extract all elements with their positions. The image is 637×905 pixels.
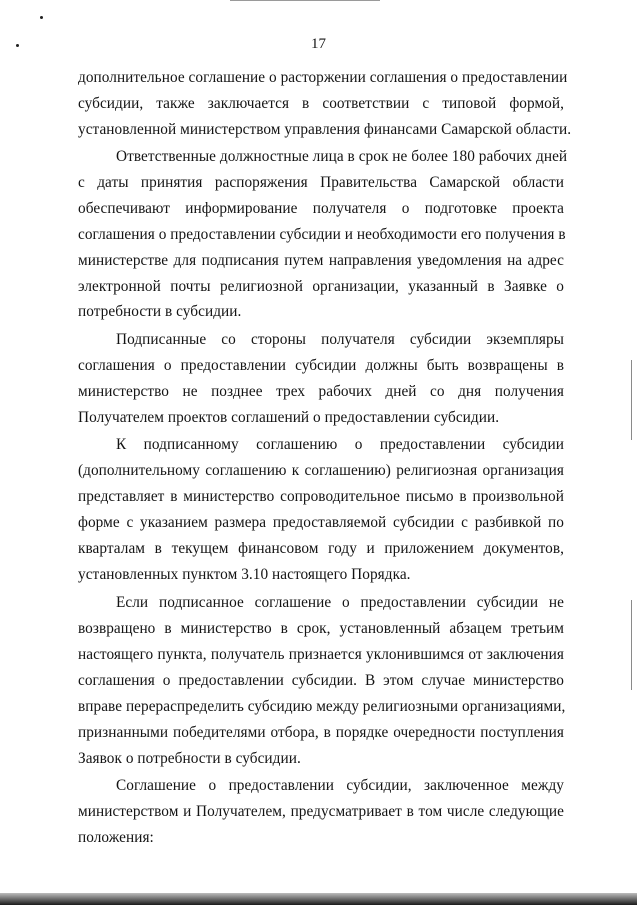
text-line: дополнительное соглашение о расторжении соглашения о предоставлении <box>78 69 568 86</box>
text-line: положения: <box>78 829 154 846</box>
text-line: с даты принятия распоряжения Правительства Самарской области <box>78 174 564 191</box>
scan-top-edge <box>230 0 380 1</box>
text-line: субсидии, также заключается в соответствии с типовой формой, <box>78 95 564 112</box>
text-line: возвращено в министерство в срок, установленный абзацем третьим <box>78 620 564 637</box>
text-line: обеспечивают информирование получателя о подготовке проекта <box>78 200 564 217</box>
text-line: представляет в министерство сопроводительное письмо в произвольной <box>78 488 564 505</box>
text-line: признанными победителями отбора, в порядке очередности поступления <box>78 724 564 741</box>
text-line: форме с указанием размера предоставляемой субсидии с разбивкой по <box>78 514 564 531</box>
text-line: установленной министерством управления финансами Самарской области. <box>78 121 572 138</box>
text-line: Заявок о потребности в субсидии. <box>78 750 301 767</box>
text-line: (дополнительному соглашению к соглашению) религиозная организация <box>78 462 564 479</box>
text-line: установленных пунктом 3.10 настоящего Порядка. <box>78 566 411 583</box>
page-number: 17 <box>311 36 326 52</box>
scan-right-edge <box>631 600 632 690</box>
paragraph-first-line: Подписанные со стороны получателя субсидии экземпляры <box>116 331 564 348</box>
text-line: Получателем проектов соглашений о предоставлении субсидии. <box>78 409 500 426</box>
text-line: соглашения о предоставлении субсидии должны быть возвращены в <box>78 357 564 374</box>
scan-right-edge <box>631 360 632 440</box>
scan-artifact-dot <box>40 16 43 19</box>
text-line: соглашения о предоставлении субсидии. В этом случае министерство <box>78 672 564 689</box>
paragraph-first-line: Если подписанное соглашение о предоставлении субсидии не <box>116 594 564 611</box>
text-line: министерство не позднее трех рабочих дней со дня получения <box>78 383 564 400</box>
text-line: вправе перераспределить субсидию между религиозными организациями, <box>78 698 566 715</box>
paragraph-first-line: К подписанному соглашению о предоставлении субсидии <box>116 436 564 453</box>
text-line: электронной почты религиозной организации, указанный в Заявке о <box>78 278 564 295</box>
paragraph-first-line: Соглашение о предоставлении субсидии, заключенное между <box>116 777 564 794</box>
text-line: министерстве для подписания путем направления уведомления на адрес <box>78 252 564 269</box>
text-line: министерством и Получателем, предусматривает в том числе следующие <box>78 803 564 820</box>
text-line: настоящего пункта, получатель признается уклонившимся от заключения <box>78 646 564 663</box>
paragraph-first-line: Ответственные должностные лица в срок не более 180 рабочих дней <box>116 148 568 165</box>
text-line: соглашения о предоставлении субсидии и необходимости его получения в <box>78 226 566 243</box>
scan-bottom-shadow <box>0 893 637 905</box>
text-line: кварталам в текущем финансовом году и приложением документов, <box>78 540 564 557</box>
text-line: потребности в субсидии. <box>78 303 242 320</box>
